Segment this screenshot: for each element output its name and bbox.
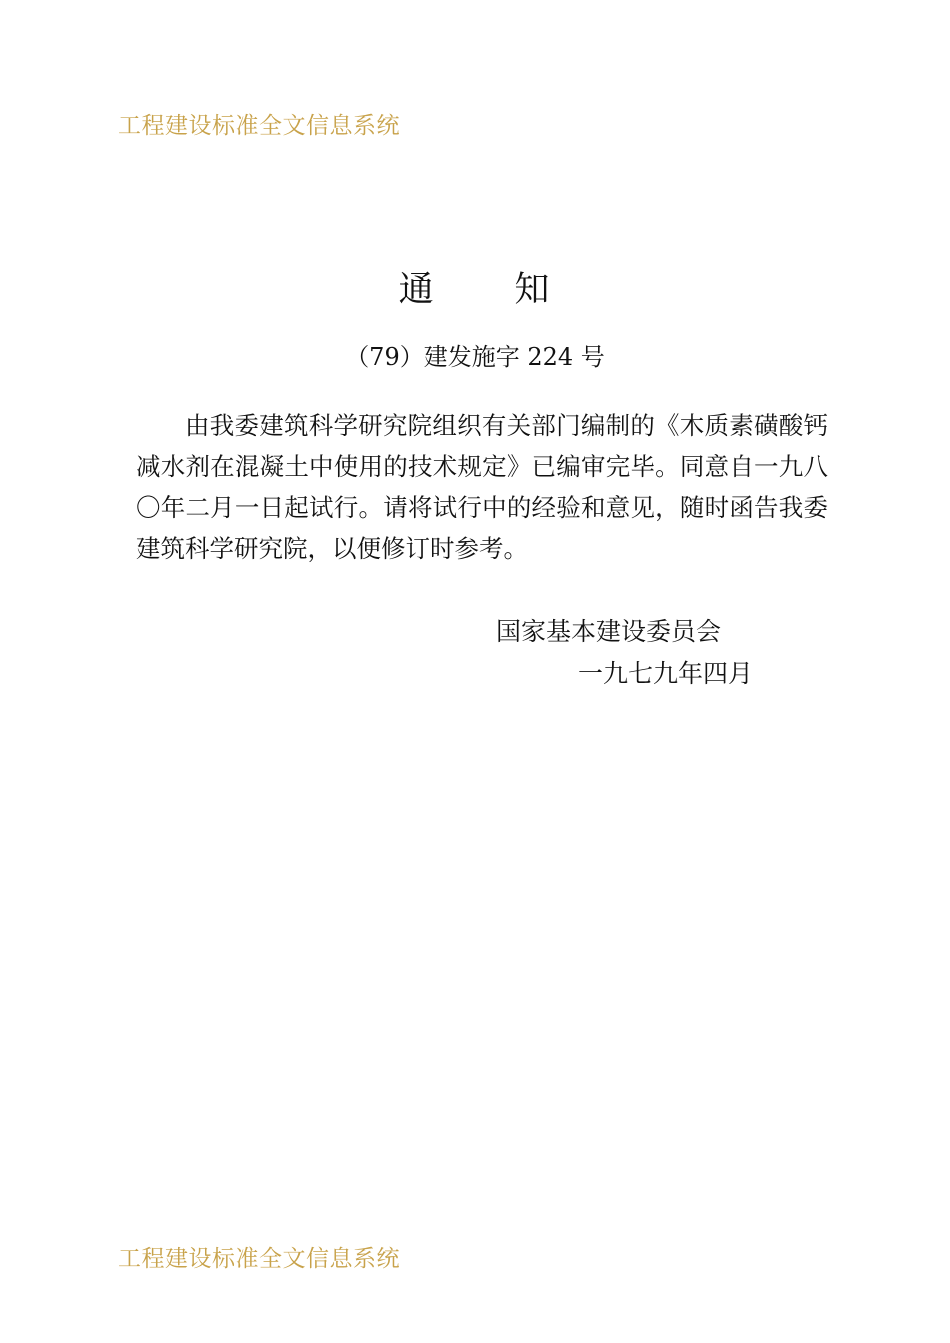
- issue-date: 一九七九年四月: [578, 659, 754, 688]
- notice-title: 通 知: [398, 270, 552, 310]
- issuer-name: 国家基本建设委员会: [496, 617, 722, 646]
- footer-watermark: 工程建设标准全文信息系统: [118, 1246, 400, 1272]
- document-number: （79）建发施字 224 号: [345, 343, 605, 371]
- header-watermark: 工程建设标准全文信息系统: [118, 113, 400, 139]
- notice-body: 由我委建筑科学研究院组织有关部门编制的《木质素磺酸钙减水剂在混凝土中使用的技术规定》已编审完毕。同意自一九八〇年二月一日起试行。请将试行中的经验和意见，随时函告我委建筑科学研究院，以便修订时参考。: [136, 411, 828, 563]
